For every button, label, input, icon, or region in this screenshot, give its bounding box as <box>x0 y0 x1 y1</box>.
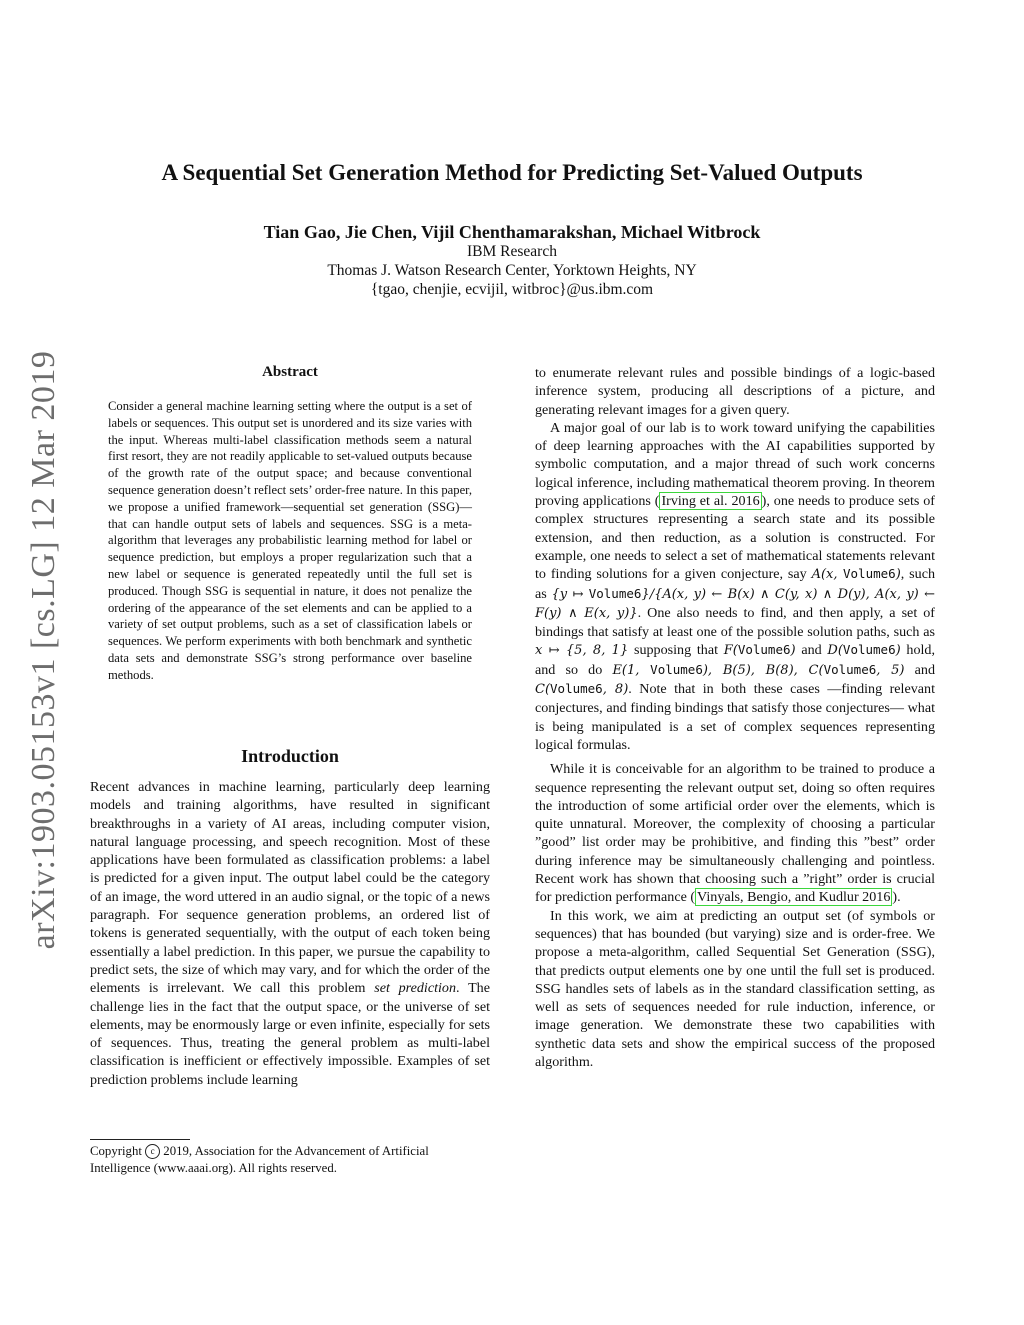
right-paragraph <box>535 419 935 754</box>
right-text-part: ). <box>892 889 901 906</box>
math-expression: x ↦ {5, 8, 1} <box>535 643 629 659</box>
math-constant: Volume6 <box>650 661 703 677</box>
abstract-text: Consider a general machine learning setting where the output is a set of labels or sequences. This output set is unordered and its size varies with the input. Whereas multi-label classification methods seem a natural first resort, they are not readily applicable to set-valued outputs because of the growth rate of the output space; and because conventional sequence generation doesn’t reflect sets’ order-free nature. In this paper, we propose a unified framework—sequential set generation (SSG)—that can handle output sets of labels and sequences. SSG is a meta-algorithm that leverages any probabilistic learning method for label or sequence prediction, but employs a proper regularization such that a new label or sequence is generated repeatedly until the full set is produced. Though SSG is sequential in nature, it does not penalize the ordering of the appearance of the set elements and can be applied to a variety of set output problems, such as a set of classification labels or sequences. We perform experiments with both benchmark and synthetic data sets and demonstrate SSG’s strong performance over baseline methods. <box>108 399 472 682</box>
introduction-body <box>90 778 490 1089</box>
copyright-notice <box>90 1143 490 1177</box>
paper-title: A Sequential Set Generation Method for Predicting Set-Valued Outputs <box>161 160 863 185</box>
right-text-part: and <box>795 642 828 659</box>
math-constant: Volume6 <box>550 681 603 697</box>
affiliation-email: {tgao, chenjie, ecvijil, witbroc}@us.ibm.com <box>370 281 654 298</box>
arxiv-stamp-text: arXiv:1903.05153v1 [cs.LG] 12 Mar 2019 <box>25 350 62 950</box>
math-constant: Volume6 <box>588 585 642 601</box>
math-expression: , 8) <box>602 682 629 698</box>
math-expression: ), B(5), B(8), C( <box>702 662 824 678</box>
right-paragraph <box>535 760 935 906</box>
math-constant: Volume6 <box>737 642 791 658</box>
right-text-part: hold, and so do <box>535 642 936 678</box>
right-text-part: While it is conceivable for an algorithm to be trained to produce a sequence representing the relevant output set, doing so often requires the introduction of some artificial order over the elements, which is quite unnatural. Moreover, the complexity of choosing a particular ”good” list order may be prohibitive, and finding this ”best” order during inference may be simultaneously challenging and pointless. Recent work has shown that choosing such a ”right” order is crucial for prediction performance ( <box>535 761 935 906</box>
abstract-heading: Abstract <box>262 364 318 380</box>
copyright-text-part: 2019, Association for the Advancement of Artificial Intelligence (www.aaai.org). All rights reserved. <box>90 1144 429 1175</box>
math-expression: C( <box>535 682 551 698</box>
copyright-text-part: Copyright <box>90 1144 146 1158</box>
right-text-part: . Note that in both these cases —finding relevant conjectures, and finding bindings that satisfy those conjectures— what is being manipulated is a set of complex sequences representing logical formulas. <box>535 681 935 753</box>
math-expression: ) <box>895 643 901 659</box>
copyright-symbol-icon: c <box>145 1144 160 1159</box>
right-text-part: and <box>904 661 936 678</box>
introduction-heading: Introduction <box>241 746 339 766</box>
math-expression: E(1, <box>612 662 651 678</box>
math-expression: F( <box>723 643 738 659</box>
citation-link[interactable]: Vinyals, Bengio, and Kudlur 2016 <box>697 889 891 906</box>
right-paragraph: In this work, we aim at predicting an output set (of symbols or sequences) that has bounded (but varying) size and is order-free. We propose a meta-algorithm, called Sequential Set Generation (SSG), that predicts output elements one by one until the full set is produced. SSG handles sets of labels as in the standard classification setting, as well as sets of sequences needed for rule induction, inference, or image generation. We demonstrate these two capabilities with synthetic data sets and show the empirical success of the proposed algorithm. <box>535 907 935 1070</box>
introduction-paragraph <box>90 778 490 1089</box>
arxiv-stamp <box>20 350 68 950</box>
math-expression: , 5) <box>876 662 905 678</box>
math-expression: ) <box>895 567 901 583</box>
math-constant: Volume6 <box>823 661 877 677</box>
affiliation-org: IBM Research <box>467 243 557 260</box>
affiliation-address: Thomas J. Watson Research Center, Yorktown Heights, NY <box>327 262 697 279</box>
right-text-part: ), one needs to produce sets of complex structures representing a search state and its possible extension, and then reduction, as a solution is constructed. For example, one needs to select a set of mathematical statements relevant to finding solutions for a given conjecture, say <box>535 493 935 583</box>
math-expression: {y ↦ <box>551 586 589 602</box>
math-constant: Volume6 <box>842 642 896 658</box>
footnote-rule <box>90 1139 190 1140</box>
right-text-part: A major goal of our lab is to work toward unifying the capabilities of deep learning approaches with the AI capabilities supported by symbolic computation, and a major thread of such work concerns logical inference, including mathematical theorem proving. In theorem proving applications ( <box>535 419 935 510</box>
intro-emphasis: set prediction <box>374 980 457 997</box>
intro-text-part: Recent advances in machine learning, particularly deep learning models and training algorithms, have resulted in significant breakthroughs in a variety of AI areas, including computer vision, natural language processing, and speech recognition. Most of these applications have been formulated as classification problems: a label is predicted for a given input. The output label could be the category of an image, the word uttered in an audio signal, or the topic of a news paragraph. For sequence generation problems, an ordered list of tokens is generated sequentially, with the output of each token being essentially a label prediction. In this paper, we pursue the capability to predict sets, the size of which may vary, and for which the order of the elements is irrelevant. We call this problem <box>90 779 490 997</box>
right-text-part: , such as <box>535 566 935 602</box>
right-text-part: supposing that <box>628 642 724 659</box>
math-expression: D( <box>827 643 843 659</box>
intro-text-part: . The challenge lies in the fact that the output space, or the universe of set elements, may be enormously large or even infinite, especially for sets of sequences. Thus, treating the general problem as multi-label classification is inefficient or effectively impossible. Examples of set prediction problems include learning <box>90 980 490 1088</box>
right-paragraph: to enumerate relevant rules and possible bindings of a logic-based inference system, producing all descriptions of a picture, and generating relevant images for a given query. <box>535 365 935 418</box>
right-text-part: . One also needs to find, and then apply, a set of bindings that satisfy at least one of the possible solution paths, such as <box>535 604 935 641</box>
math-expression: A(x, <box>811 567 843 583</box>
math-expression: ) <box>790 643 796 659</box>
right-column <box>535 364 935 1071</box>
math-expression: }/{A(x, y) ← B(x) ∧ C(y, x) ∧ D(y), A(x, y) ← F(y) ∧ E(x, y)} <box>535 586 936 621</box>
math-constant: Volume6 <box>843 566 896 582</box>
citation-link[interactable]: Irving et al. 2016 <box>661 493 760 510</box>
author-list: Tian Gao, Jie Chen, Vijil Chenthamarakshan, Michael Witbrock <box>263 222 761 242</box>
